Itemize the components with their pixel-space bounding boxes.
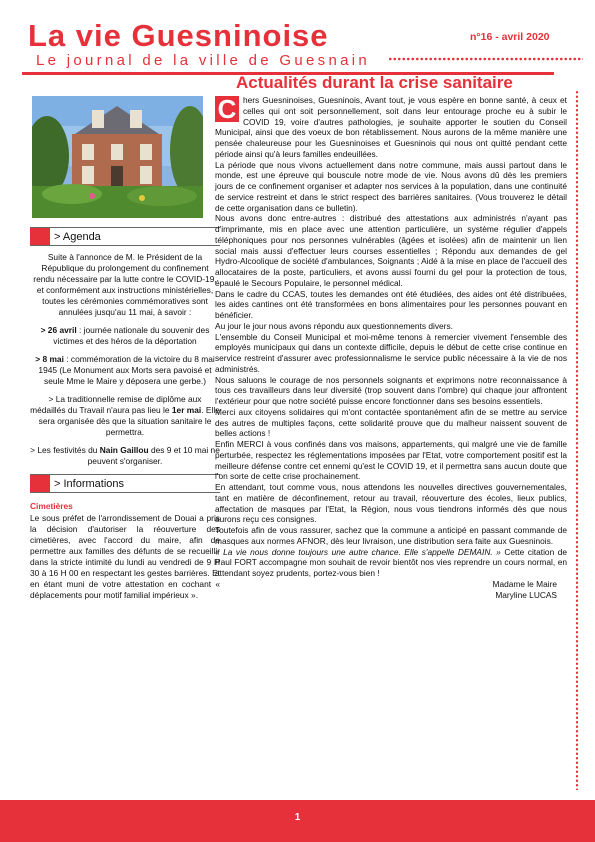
dotted-rule-top — [388, 57, 583, 61]
signature-title: Madame le Maire — [492, 578, 557, 589]
article-paragraph: L'ensemble du Conseil Municipal et moi-même tenons à remercier vivement l'ensemble des employés municipaux qui dans un contexte difficile, depuis le début de cette crise continue en service restreint d'assurer avec professionnalisme le service public nécessaire à la vie de nos administrés. — [215, 331, 567, 374]
cemeteries-text: Le sous préfet de l'arrondissement de Douai a pris la décision d'autoriser la réouverture des cimetières, avec l'accord du maire, afin de permettre aux familles des défunts de se recueillir dans la stricte intimité du lundi au vendredi de 9 H 30 à 16 H 00 en respectant les gestes barrières. Et en étant muni de votre attestation en cochant « déplacements pour motif familial impérieux ». — [30, 513, 220, 600]
agenda-item — [30, 354, 220, 387]
agenda-text: . Elle sera organisée dès que la situation sanitaire le permettra. — [38, 405, 220, 437]
article-paragraph: Enfin MERCI à vous confinés dans vos maisons, appartements, qui malgré une vie de famille perturbée, respectez les réglementations imposées par l'Etat, votre comportement positif est la meilleure défense contre cet ennemi qu'est le COVID 19, et il permettra sans aucun doute que l'on sorte de cette crise prochainement. — [215, 439, 567, 482]
article-paragraph: Toutefois afin de vous rassurer, sachez que la commune a anticipé en passant commande de masques aux normes AFNOR, dès leur livraison, une distribution sera faite aux Guesninois. — [215, 525, 567, 546]
signature-name: Maryline LUCAS — [495, 589, 557, 600]
article-paragraph: Nous saluons le courage de nos personnels soignants et exprimons notre reconnaissance à tous ces travailleurs dans leur diversité (trop souvent dans l'ombre) qui chaque jour affrontent l'extérieur pour que notre société puisse encore fonctionner dans ses besoins essentiels. — [215, 374, 567, 406]
informations-heading: > Informations — [54, 477, 125, 490]
newsletter-title: La vie Guesninoise — [28, 18, 329, 53]
quote: « La vie nous donne toujours une autre chance. Elle s'appelle DEMAIN. » — [215, 546, 501, 557]
section-marker — [30, 475, 50, 492]
town-hall-photo — [32, 96, 203, 218]
issue-label: n°16 - avril 2020 — [470, 31, 550, 43]
article-paragraph: En attendant, tout comme vous, nous attendons les nouvelles directives gouvernementales, tant en matière de déconfinement, retour au travail, réouverture des écoles, lieux publics, affectation de masques par l'Etat, la Région, nous vous tiendrons informés dès que nous aurons reçu ces consignes. — [215, 482, 567, 525]
article-paragraph: Au jour le jour nous avons répondu aux questionnements divers. — [215, 320, 453, 331]
section-marker — [30, 228, 50, 245]
article-paragraph: Merci aux citoyens solidaires qui m'ont contactée spontanément afin de se mettre au service des autres de multiples façons, cette solidarité prouve que du malheur naissent souvent de belles actions ! — [215, 406, 567, 439]
agenda-event-name: Nain Gaillou — [99, 445, 149, 455]
agenda-text: : commémoration de la victoire du 8 mai 1945 (Le Monument aux Morts sera pavoisé et seule Mme le Maire y déposera une gerbe.) — [38, 354, 215, 386]
dotted-rule-right — [575, 90, 579, 790]
agenda-item — [30, 394, 220, 438]
sidebar-column — [30, 227, 220, 608]
editorial-article — [215, 95, 567, 600]
agenda-text: > La traditionnelle remise de diplôme aux médaillés du Travail n'aura pas lieu le — [30, 394, 202, 415]
article-paragraph: Dans le cadre du CCAS, toutes les demandes ont été étudiées, des aides ont été distribuées, les aides cantines ont été transformées en bons alimentaires pour les personnes pouvant en bénéficier. — [215, 288, 567, 320]
agenda-text: > Les festivités du — [30, 445, 100, 455]
newsletter-subtitle: Le journal de la ville de Guesnain — [36, 52, 371, 69]
agenda-date: > 26 avril — [40, 325, 77, 335]
agenda-text: des 9 et 10 mai ne peuvent s'organiser. — [87, 445, 220, 466]
article-closing — [215, 547, 567, 579]
agenda-heading-bar — [30, 227, 220, 246]
agenda-date: 1er mai — [171, 405, 202, 415]
article-paragraph: Nous avons donc entre-autres : distribué des attestations aux administrés n'ayant pas d'imprimante, mis en place avec une attention particulière, un système régulier d'appels téléphoniques pour nos personnes vulnérables (âgées et isolées) afin de maintenir un lien social mais aussi d'effectuer leurs courses essentielles ; Répondu aux demandes de gel Hydro-Alcoolique de société d'ambulances, Soignants ; Aidé à la mise en place de l'accueil des allocataires de la poste, particuliers, et avons aussi fourni du gel pour la protection de tous, épaulé le Secours Populaire, le personnel médical. — [215, 213, 567, 288]
page-number: 1 — [294, 812, 301, 823]
article-headline: Actualités durant la crise sanitaire — [236, 73, 513, 92]
agenda-text: : journée nationale du souvenir des victimes et des héros de la déportation — [53, 325, 210, 346]
cemeteries-heading: Cimetières — [30, 501, 73, 511]
closing-text: Cette citation de Paul FORT accompagne mon souhait de revoir bientôt nos vies reprendre un cours normal, en attendant soyez prudents, portez-vous bien ! — [215, 546, 567, 578]
agenda-item — [30, 325, 220, 347]
drop-cap: C — [215, 96, 239, 122]
article-paragraph: La période que nous vivons actuellement dans notre commune, mais aussi partout dans le monde, est une épreuve qui bouscule notre mode de vie. Nous avons dû dès les premiers jours de ce confinement organiser et adapter nos services à la population, dans une continuité de service restreint et dans le strict respect des barrières sanitaires. (Vous trouverez le détail de cette organisation dans ce bulletin). — [215, 159, 567, 213]
article-paragraph: hers Guesninoises, Guesninois, Avant tout, je vous espère en bonne santé, à ceux et celles qui ont soit personnellement, soit dans leur entourage proche eu à subir le COVID 19, voire d'autres pathologies, je souhaite apporter le soutien du Conseil Municipal, ainsi que des voeux de bon rétablissement. Nous aurons de la même manière une pensée chaleureuse pour les Guesninoises et Guesninois qui nous ont quitté pendant cette période ainsi qu'à leurs familles endeuillées. — [215, 95, 567, 159]
agenda-intro: Suite à l'annonce de M. le Président de la République du prolongement du confinement rendu nécessaire par la lutte contre le COVID-19, et conformément aux instructions ministérielles, toutes les cérémonies commémoratives sont annulées jusqu'au 11 mai, à savoir : — [33, 252, 217, 317]
agenda-date: > 8 mai — [35, 354, 64, 364]
agenda-heading: > Agenda — [54, 230, 101, 243]
agenda-item — [30, 445, 220, 467]
informations-heading-bar — [30, 474, 220, 493]
